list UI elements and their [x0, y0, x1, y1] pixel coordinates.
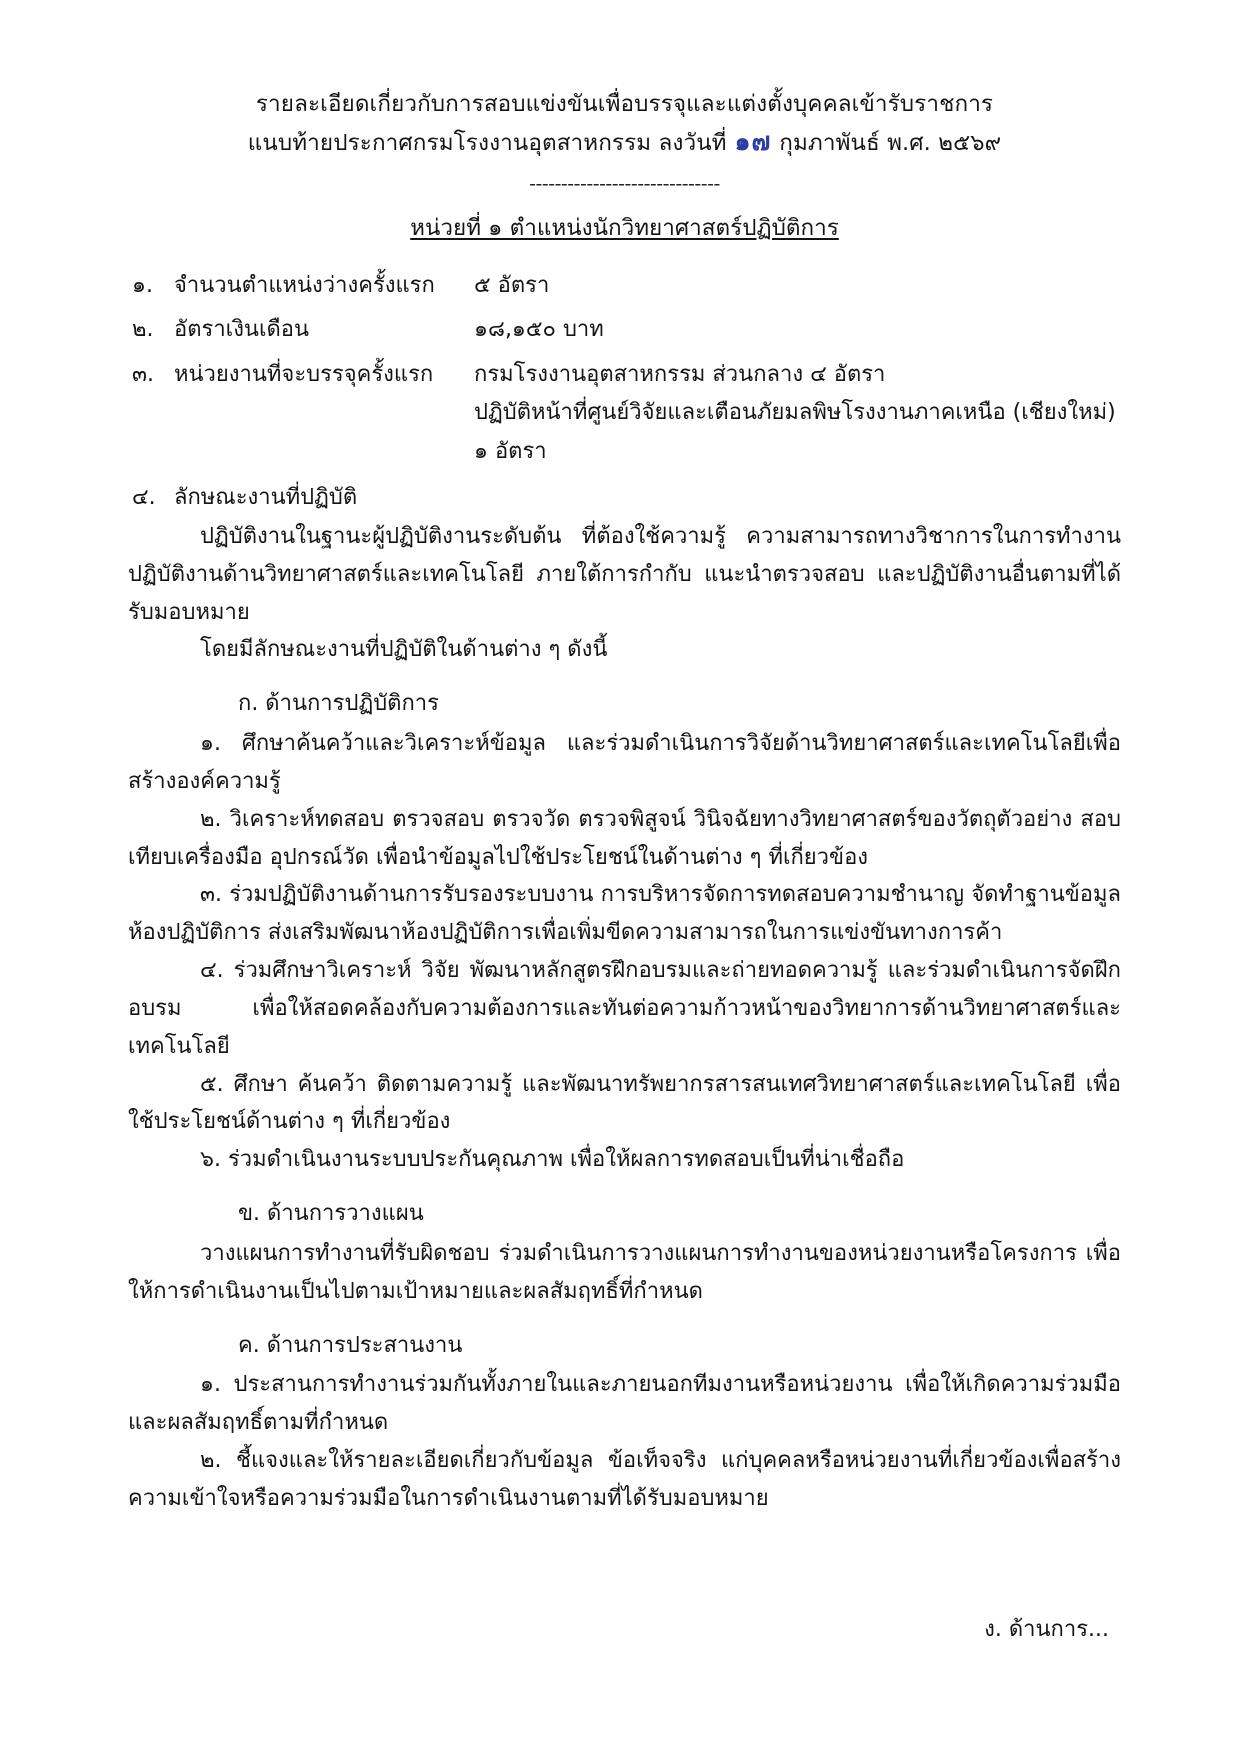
header-line-2 [128, 122, 1121, 163]
item-value: ๑๘,๑๕๐ บาท [474, 317, 604, 343]
section-4-intro-1: ปฏิบัติงานในฐานะผู้ปฏิบัติงานระดับต้น ที่ต้องใช้ความรู้ ความสามารถทางวิชาการในการทำงาน ปฏิบัติงานด้านวิทยาศาสตร์และเทคโนโลยี ภายใต้การกำกับ แนะนำตรวจสอบ และปฏิบัติงานอื่นตามที่ได้รับมอบหมาย [128, 523, 1121, 625]
unit-title-text: หน่วยที่ ๑ ตำแหน่งนักวิทยาศาสตร์ปฏิบัติการ [410, 214, 839, 241]
section-4-intro-2: โดยมีลักษณะงานที่ปฏิบัติในด้านต่าง ๆ ดังนี้ [200, 637, 608, 663]
item-label: อัตราเงินเดือน [174, 317, 310, 343]
subsection-b-paragraph-1: วางแผนการทำงานที่รับผิดชอบ ร่วมดำเนินการวางแผนการทำงานของหน่วยงานหรือโครงการ เพื่อให้การดำเนินงานเป็นไปตามเป้าหมายและผลสัมฤทธิ์ที่กำหนด [128, 1240, 1121, 1304]
subsection-a-paragraph-4: ๔. ร่วมศึกษาวิเคราะห์ วิจัย พัฒนาหลักสูตรฝึกอบรมและถ่ายทอดความรู้ และร่วมดำเนินการจัดฝึกอบรม เพื่อให้สอดคล้องกับความต้องการและทันต่อความก้าวหน้าของวิทยาการด้านวิทยาศาสตร์และเทคโนโลยี [128, 958, 1121, 1059]
divider: ------------------------------ [529, 172, 720, 195]
subsection-heading-c: ค. ด้านการประสานงาน [238, 1332, 463, 1358]
item-value-group [474, 356, 1121, 472]
item-value-secondary: ปฏิบัติหน้าที่ศูนย์วิจัยและเตือนภัยมลพิษโรงงานภาคเหนือ (เชียงใหม่) ๑ อัตรา [474, 400, 1116, 464]
subsection-c-paragraph-1: ๑. ประสานการทำงานร่วมกันทั้งภายในและภายนอกทีมงานหรือหน่วยงาน เพื่อให้เกิดความร่วมมือและผลสัมฤทธิ์ตามที่กำหนด [128, 1372, 1121, 1436]
subsection-a-paragraph-1: ๑. ศึกษาค้นคว้าและวิเคราะห์ข้อมูล และร่วมดำเนินการวิจัยด้านวิทยาศาสตร์และเทคโนโลยีเพื่อสร้างองค์ความรู้ [128, 731, 1121, 794]
header-line-1: รายละเอียดเกี่ยวกับการสอบแข่งขันเพื่อบรรจุและแต่งตั้งบุคคลเข้ารับราชการ [255, 91, 994, 117]
subsection-a-paragraph-2: ๒. วิเคราะห์ทดสอบ ตรวจสอบ ตรวจวัด ตรวจพิสูจน์ วินิจฉัยทางวิทยาศาสตร์ของวัตถุตัวอย่าง สอบเทียบเครื่องมือ อุปกรณ์วัด เพื่อนำข้อมูลไปใช้ประโยชน์ในด้านต่าง ๆ ที่เกี่ยวข้อง [128, 806, 1121, 870]
continuation-note: ง. ด้านการ... [984, 1617, 1109, 1642]
subsection-heading-b: ข. ด้านการวางแผน [238, 1201, 424, 1227]
unit-title [128, 209, 1121, 245]
handwritten-date: ๑๗ [734, 127, 772, 157]
list-item [128, 267, 1121, 306]
item-number: ๓. [132, 361, 155, 387]
item-number: ๑. [132, 272, 153, 298]
list-item [128, 356, 1121, 472]
item-label: หน่วยงานที่จะบรรจุครั้งแรก [174, 361, 434, 387]
section-4-heading [128, 479, 1121, 518]
document-header [128, 86, 1121, 163]
subsection-heading-a: ก. ด้านการปฏิบัติการ [238, 691, 439, 717]
section-title: ลักษณะงานที่ปฏิบัติ [174, 485, 358, 511]
subsection-c-paragraph-2: ๒. ชี้แจงและให้รายละเอียดเกี่ยวกับข้อมูล ข้อเท็จจริง แก่บุคคลหรือหน่วยงานที่เกี่ยวข้องเพื่อสร้างความเข้าใจหรือความร่วมมือในการดำเนินงานตามที่ได้รับมอบหมาย [128, 1447, 1121, 1511]
item-value: ๕ อัตรา [474, 272, 550, 298]
header-line-2-part2: กุมภาพันธ์ พ.ศ. ๒๕๖๙ [779, 130, 1002, 157]
item-value: กรมโรงงานอุตสาหกรรม ส่วนกลาง ๔ อัตรา [474, 361, 886, 387]
list-item [128, 311, 1121, 350]
subsection-a-paragraph-3: ๓. ร่วมปฏิบัติงานด้านการรับรองระบบงาน การบริหารจัดการทดสอบความชำนาญ จัดทำฐานข้อมูลห้องปฏิบัติการ ส่งเสริมพัฒนาห้องปฏิบัติการเพื่อเพิ่มขีดความสามารถในการแข่งขันทางการค้า [128, 882, 1121, 946]
subsection-a-paragraph-5: ๕. ศึกษา ค้นคว้า ติดตามความรู้ และพัฒนาทรัพยากรสารสนเทศวิทยาศาสตร์และเทคโนโลยี เพื่อใช้ประโยชน์ด้านต่าง ๆ ที่เกี่ยวข้อง [128, 1071, 1121, 1135]
item-number: ๒. [132, 317, 154, 343]
section-number: ๔. [132, 485, 156, 511]
header-line-2-part1: แนบท้ายประกาศกรมโรงงานอุตสาหกรรม ลงวันที่ [247, 130, 727, 157]
subsection-a-paragraph-6: ๖. ร่วมดำเนินงานระบบประกันคุณภาพ เพื่อให้ผลการทดสอบเป็นที่น่าเชื่อถือ [200, 1147, 905, 1173]
item-label: จำนวนตำแหน่งว่างครั้งแรก [174, 272, 435, 298]
